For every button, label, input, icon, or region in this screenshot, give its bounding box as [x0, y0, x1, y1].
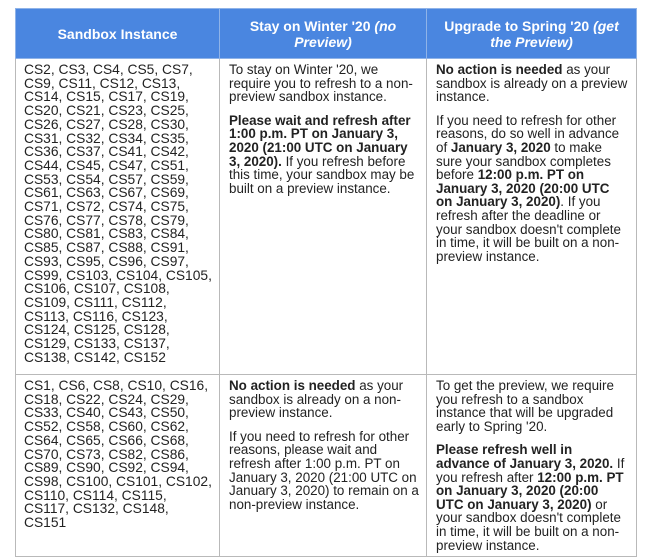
table-row [16, 375, 637, 557]
header-sandbox-instance: Sandbox Instance [16, 9, 220, 59]
upgrade-spring-cell [427, 59, 637, 375]
instance-list-cell [16, 375, 220, 557]
header-row [16, 9, 637, 59]
stay-winter-cell [220, 375, 427, 557]
upgrade-deadline: Please refresh well in advance of January 3, 2020. If you refresh after 12:00 p.m. PT on January 3, 2020 (20:00 UTC on January 3, 2020) or your sandbox doesn't complete in time, it will be built on a non-preview instance. [436, 442, 625, 553]
stay-instructions: To stay on Winter '20, we require you to refresh to a non-preview sandbox instance. [229, 62, 413, 105]
sandbox-preview-table [15, 8, 637, 557]
header-upgrade-spring: Upgrade to Spring '20 (get the Preview) [427, 9, 637, 59]
instance-list-cell [16, 59, 220, 375]
instance-list: CS2, CS3, CS4, CS5, CS7, CS9, CS11, CS12, CS13, CS14, CS15, CS17, CS19, CS20, CS21, CS23, CS25, CS26, CS27, CS28, CS30, CS31, CS32, CS34, CS35, CS36, CS37, CS41, CS42, CS44, CS45, CS47, CS51, CS53, CS54, CS57, CS59, CS61, CS63, CS67, CS69, CS71, CS72, CS74, CS75, CS76, CS77, CS78, CS79, CS80, CS81, CS83, CS84, CS85, CS87, CS88, CS91, CS93, CS95, CS96, CS97, CS99, CS103, CS104, CS105, CS106, CS107, CS108, CS109, CS111, CS112, CS113, CS116, CS123, CS124, CS125, CS128, CS129, CS133, CS137, CS138, CS142, CS152 [24, 62, 212, 365]
upgrade-status: No action is needed as your sandbox is already on a preview instance. [436, 62, 628, 105]
header-stay-winter: Stay on Winter '20 (no Preview) [220, 9, 427, 59]
instance-list: CS1, CS6, CS8, CS10, CS16, CS18, CS22, CS24, CS29, CS33, CS40, CS43, CS50, CS52, CS58, CS60, CS62, CS64, CS65, CS66, CS68, CS70, CS73, CS82, CS86, CS89, CS90, CS92, CS94, CS98, CS100, CS101, CS102, CS110, CS114, CS115, CS117, CS132, CS148, CS151 [24, 378, 212, 531]
stay-deadline: Please wait and refresh after 1:00 p.m. PT on January 3, 2020 (21:00 UTC on January 3, 2020). If you refresh before this time, your sandbox may be built on a preview instance. [229, 112, 415, 196]
stay-status: No action is needed as your sandbox is already on a non-preview instance. [229, 378, 404, 421]
upgrade-refresh-note: If you need to refresh for other reasons, do so well in advance of January 3, 2020 to make sure your sandbox completes before 12:00 p.m. PT on January 3, 2020 (20:00 UTC on January 3, 2020). If you refresh after the deadline or your sandbox doesn't complete in time, it will be built on a non-preview instance. [436, 112, 621, 264]
stay-refresh-note: If you need to refresh for other reasons, please wait and refresh after 1:00 p.m. PT on January 3, 2020 (21:00 UTC on January 3, 2020) to remain on a non-preview instance. [229, 428, 419, 512]
upgrade-spring-cell [427, 375, 637, 557]
stay-winter-cell [220, 59, 427, 375]
upgrade-instructions: To get the preview, we require you refresh to a sandbox instance that will be upgraded early to Spring '20. [436, 378, 614, 434]
table-row [16, 59, 637, 375]
